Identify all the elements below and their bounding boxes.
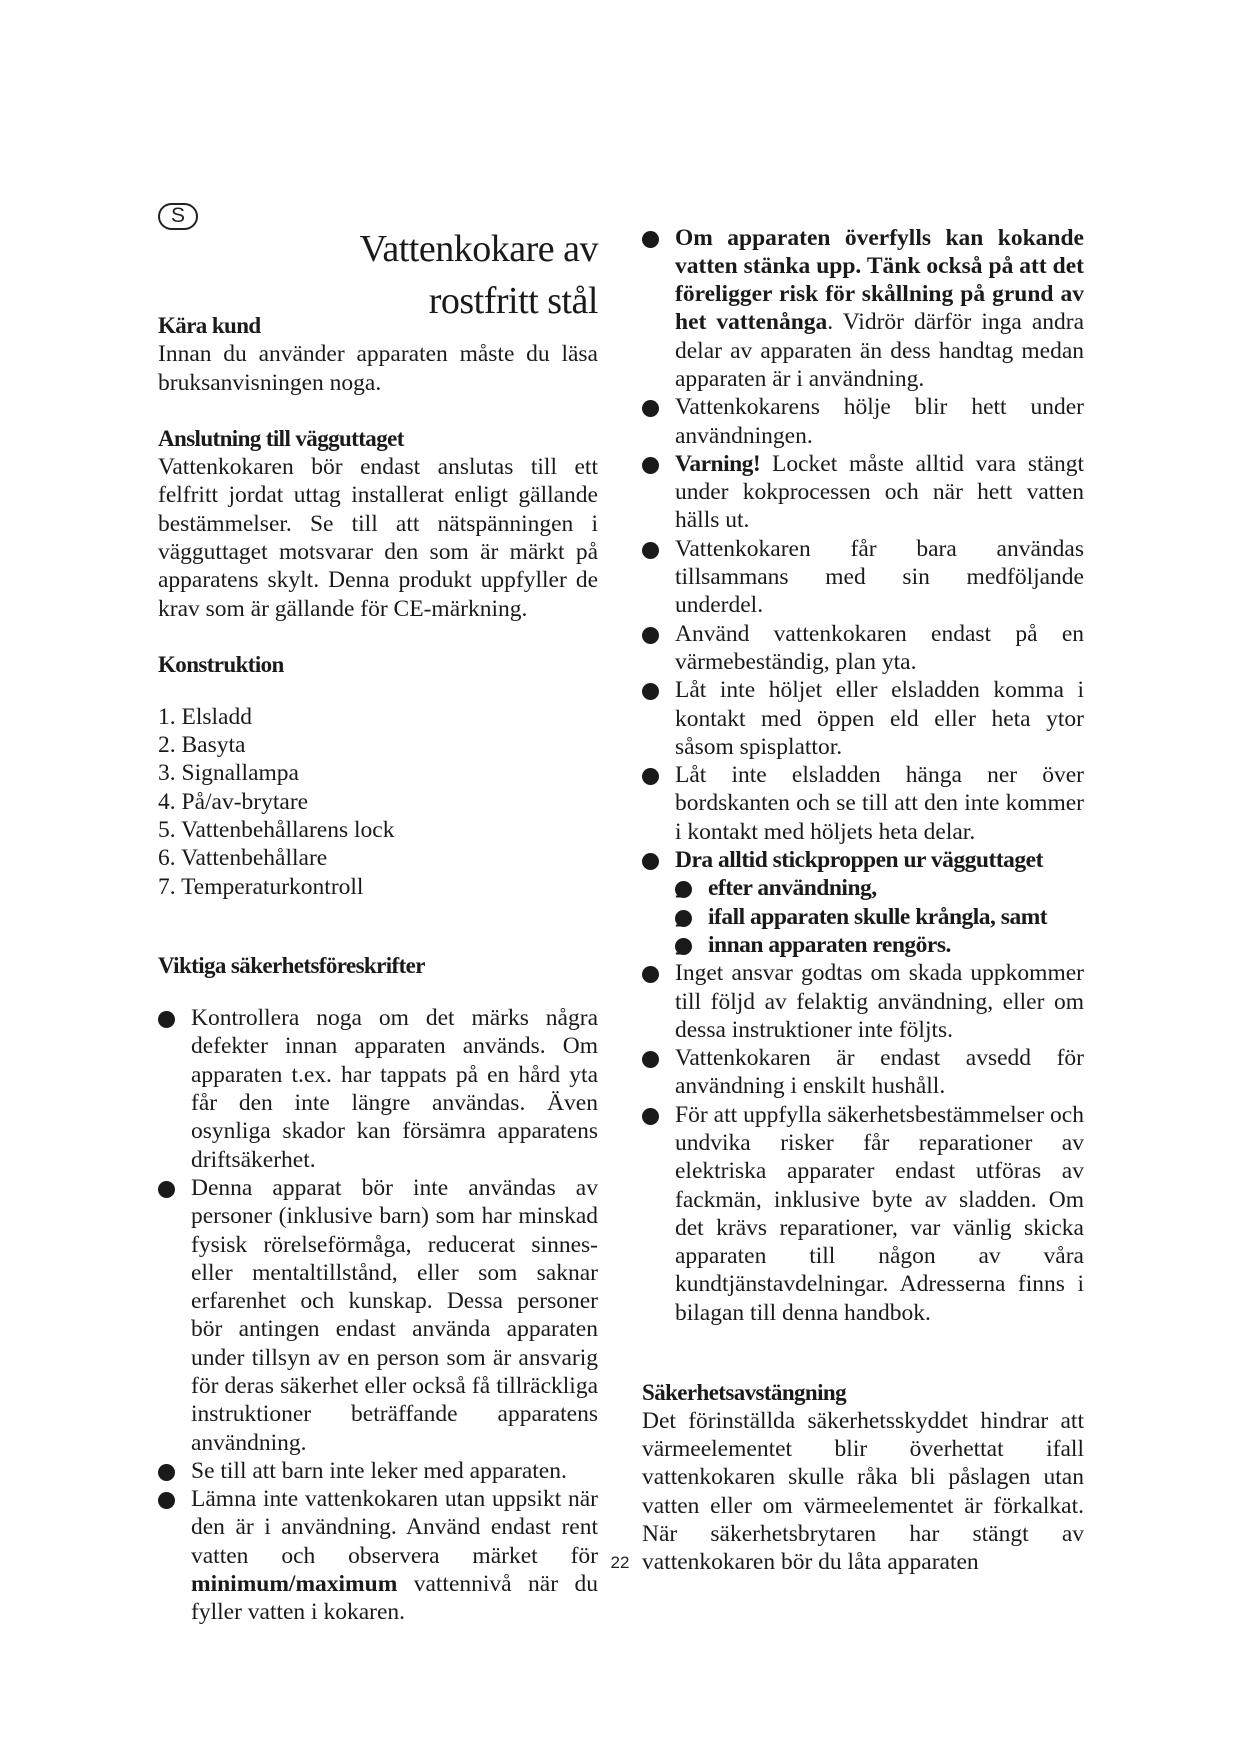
safety-bullet: Vattenkokaren får bara användas tillsammans med sin medföljande underdel. xyxy=(642,535,1084,620)
intro-heading: Kära kund xyxy=(158,313,261,338)
safety-bullet: Se till att barn inte leker med apparaten. xyxy=(158,1457,598,1485)
safety-bullet: Låt inte höljet eller elsladden komma i kontakt med öppen eld eller heta ytor såsom spisplattor. xyxy=(642,676,1084,761)
intro-text: Innan du använder apparaten måste du läsa bruksanvisningen noga. xyxy=(158,341,598,396)
overfill-emphasis: Om apparaten överfylls kan kokande vatten stänka upp. Tänk också på att det föreligger risk för skållning på grund av het vattenånga xyxy=(675,224,1084,336)
unplug-sublist xyxy=(675,874,1084,959)
page-number: 22 xyxy=(610,1553,630,1572)
title-line-2: rostfritt stål xyxy=(428,280,598,323)
safety-bullet: Kontrollera noga om det märks några defekter innan apparaten används. Om apparaten t.ex. har tappats på en hård yta får den inte längre användas. Även osynliga skador kan försämra apparatens driftsäkerhet. xyxy=(158,1004,598,1174)
construction-item: 1. Elsladd xyxy=(158,703,252,730)
safety-bullet: Använd vattenkokaren endast på en värmebeständig, plan yta. xyxy=(642,620,1084,677)
shutoff-text: Det förinställda säkerhetsskyddet hindrar att värmeelementet blir överhettat ifall vattenkokaren skulle råka bli påslagen utan vatten eller om värmeelementet är förkalkat. När säkerhetsbrytaren har stängt av vattenkokaren bör du låta apparaten xyxy=(642,1407,1084,1576)
construction-item: 4. På/av-brytare xyxy=(158,788,309,815)
safety-bullet-warning xyxy=(642,450,1084,535)
safety-bullet: Inget ansvar godtas om skada uppkommer till följd av felaktig användning, eller om dessa instruktioner inte följts. xyxy=(642,959,1084,1044)
construction-item: 5. Vattenbehållarens lock xyxy=(158,816,395,843)
safety-bullet-unplug xyxy=(642,846,1084,959)
safety-bullet-overfill xyxy=(642,224,1084,394)
safety-bullet-fill-level xyxy=(158,1485,598,1626)
right-column xyxy=(642,200,1084,1577)
unplug-heading: Dra alltid stickproppen ur vägguttaget xyxy=(675,847,1043,874)
fill-level-text-end: vattennivå när du fyller vatten i kokaren. xyxy=(191,1571,598,1626)
warning-text: Locket måste alltid vara stängt under kokprocessen och när hett vatten hälls ut. xyxy=(675,450,1084,534)
fill-level-text: Lämna inte vattenkokaren utan uppsikt när den är i användning. Använd endast rent vatten och observera märket för xyxy=(191,1486,598,1569)
construction-list xyxy=(158,703,598,901)
warning-label: Varning! xyxy=(675,450,761,477)
title-line-1: Vattenkokare av xyxy=(359,228,598,271)
connection-heading: Anslutning till vägguttaget xyxy=(158,425,404,451)
safety-bullet: Vattenkokarens hölje blir hett under användningen. xyxy=(642,393,1084,450)
safety-bullet: Vattenkokaren är endast avsedd för användning i enskilt hushåll. xyxy=(642,1044,1084,1101)
construction-item: 3. Signallampa xyxy=(158,760,299,787)
safety-list-right xyxy=(642,224,1084,1328)
safety-bullet: Låt inte elsladden hänga ner över bordskanten och se till att den inte kommer i kontakt med höljets heta delar. xyxy=(642,761,1084,846)
safety-list-left xyxy=(158,1004,598,1627)
construction-item: 2. Basyta xyxy=(158,732,246,759)
left-column xyxy=(158,312,598,1650)
unplug-item: - ifall apparaten skulle krångla, samt xyxy=(675,903,1084,931)
construction-heading: Konstruktion xyxy=(158,651,284,677)
safety-bullet: För att uppfylla säkerhetsbestämmelser och undvika risker får reparationer av elektriska apparater endast utföras av fackmän, inklusive byte av sladden. Om det krävs reparationer, var vänlig skicka apparaten till någon av våra kundtjänstavdelningar. Adresserna finns i bilagan till denna handbok. xyxy=(642,1101,1084,1327)
unplug-item: - efter användning, xyxy=(675,874,1084,902)
overfill-text: . Vidrör därför inga andra delar av apparaten än dess handtag medan apparaten är i användning. xyxy=(675,309,1085,392)
construction-item: 7. Temperaturkontroll xyxy=(158,873,364,900)
safety-bullet: Denna apparat bör inte användas av personer (inklusive barn) som har minskad fysisk rörelseförmåga, reducerat sinnes- eller mentaltillstånd, eller som saknar erfarenhet och kunskap. Dessa personer bör antingen endast använda apparaten under tillsyn av en person som är ansvarig för deras säkerhet eller också få tillräckliga instruktioner beträffande apparatens användning. xyxy=(158,1174,598,1457)
unplug-item: - innan apparaten rengörs. xyxy=(675,931,1084,959)
language-badge: S xyxy=(158,203,198,230)
fill-level-emphasis: minimum/maximum xyxy=(191,1571,398,1598)
connection-text: Vattenkokaren bör endast anslutas till ett felfritt jordat uttag installerat enligt gällande bestämmelser. Se till att nätspänningen i vägguttaget motsvarar den som är märkt på apparatens skylt. Denna produkt uppfyller de krav som är gällande för CE-märkning. xyxy=(158,454,598,622)
safety-heading: Viktiga säkerhetsföreskrifter xyxy=(158,953,425,979)
construction-item: 6. Vattenbehållare xyxy=(158,845,328,872)
shutoff-heading: Säkerhetsavstängning xyxy=(642,1379,846,1405)
